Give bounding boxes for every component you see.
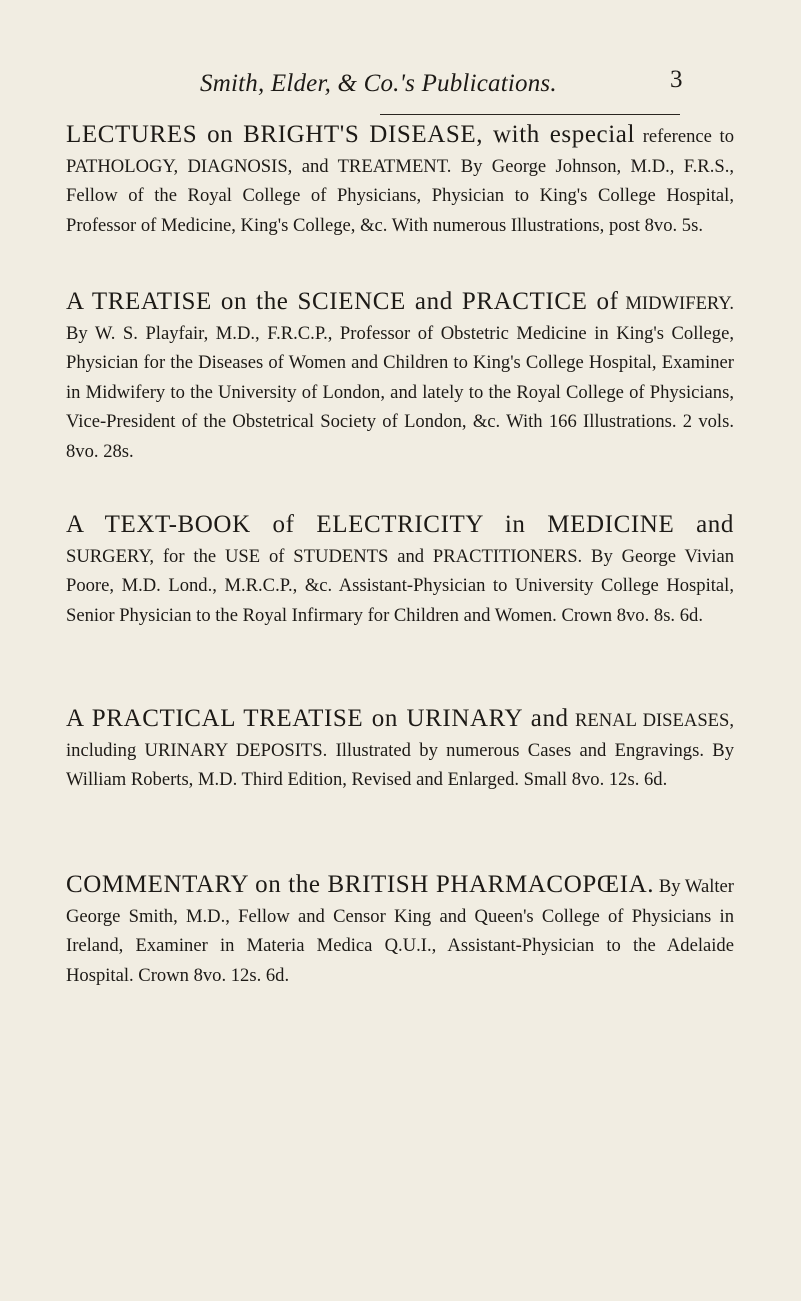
- page-number: 3: [670, 66, 683, 93]
- catalogue-entry: [66, 120, 734, 240]
- entry-description: reference to PATHOLOGY, DIAGNOSIS, and TREATMENT. By George Johnson, M.D., F.R.S., Fellow of the Royal College of Physicians, Physician to King's College Hospital, Professor of Medicine, King's College, &c. With numerous Illustrations, post 8vo. 5s.: [66, 126, 735, 236]
- entry-title: COMMENTARY on the BRITISH PHARMACOPŒIA.: [66, 871, 655, 898]
- entry-description: By Walter George Smith, M.D., Fellow and Censor King and Queen's College of Physicians in Ireland, Examiner in Materia Medica Q.U.I., Assistant-Physician to the Adelaide Hospital. Crown 8vo. 12s. 6d.: [66, 876, 735, 986]
- entry-title: LECTURES on BRIGHT'S DISEASE, with especial: [66, 121, 636, 148]
- entry-title: A PRACTICAL TREATISE on URINARY and: [66, 705, 569, 732]
- catalogue-entry: [66, 510, 734, 630]
- catalogue-entry: [66, 287, 734, 466]
- entry-description: RENAL DISEASES, including URINARY DEPOSITS. Illustrated by numerous Cases and Engravings. By William Roberts, M.D. Third Edition, Revised and Enlarged. Small 8vo. 12s. 6d.: [66, 710, 735, 790]
- catalogue-entry: [66, 870, 734, 990]
- entry-title: A TEXT-BOOK of ELECTRICITY in MEDICINE and: [66, 511, 734, 538]
- header-rule: [380, 114, 680, 115]
- running-title: Smith, Elder, & Co.'s Publications.: [200, 70, 557, 97]
- entry-title: A TREATISE on the SCIENCE and PRACTICE of: [66, 288, 619, 315]
- entry-description: MIDWIFERY. By W. S. Playfair, M.D., F.R.C.P., Professor of Obstetric Medicine in King's College, Physician for the Diseases of Women and Children to King's College Hospital, Examiner in Midwifery to the University of London, and lately to the Royal College of Physicians, Vice-President of the Obstetrical Society of London, &c. With 166 Illustrations. 2 vols. 8vo. 28s.: [66, 293, 734, 462]
- catalogue-entry: [66, 704, 734, 795]
- entry-description: SURGERY, for the USE of STUDENTS and PRACTITIONERS. By George Vivian Poore, M.D. Lond., M.R.C.P., &c. Assistant-Physician to University College Hospital, Senior Physician to the Royal Infirmary for Children and Women. Crown 8vo. 8s. 6d.: [66, 545, 734, 626]
